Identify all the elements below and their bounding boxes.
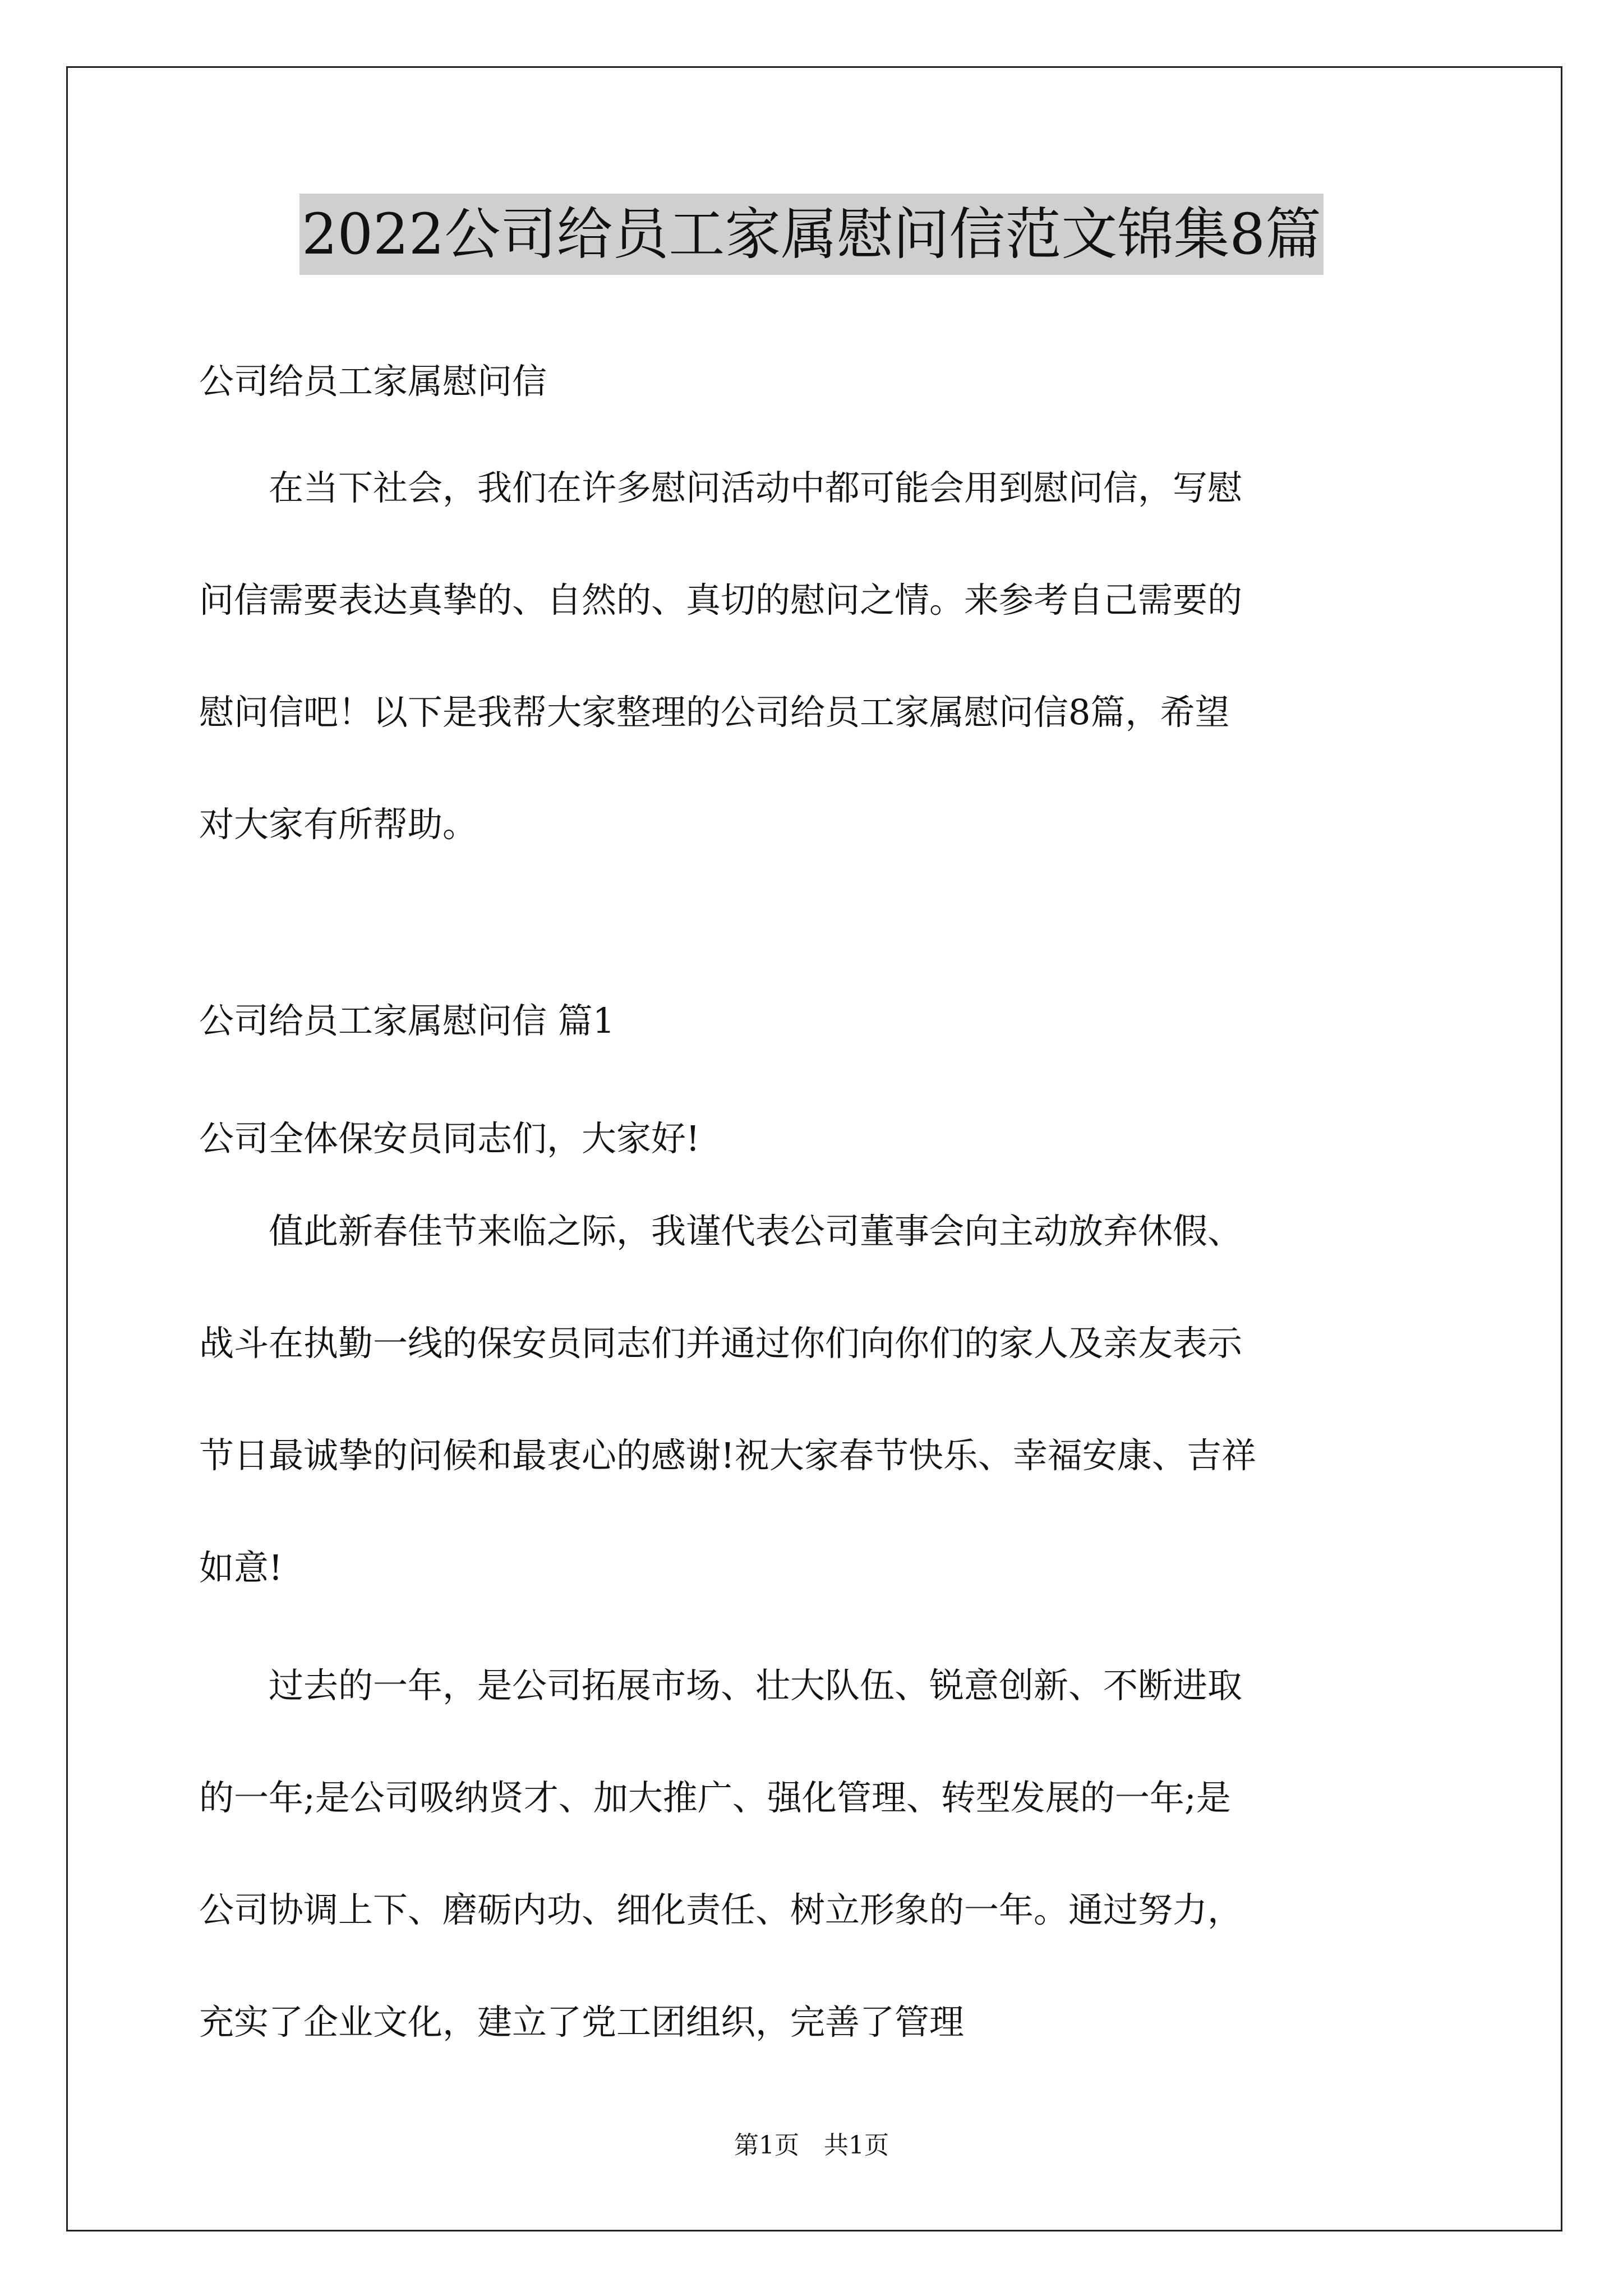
text-line: 在当下社会，我们在许多慰问活动中都可能会用到慰问信，写慰 <box>199 467 1243 508</box>
text-line: 如意! <box>199 1547 283 1588</box>
page-footer: 第1页 共1页 <box>734 2131 889 2160</box>
letter-paragraph-1 <box>199 1175 1433 1624</box>
text-line: 战斗在执勤一线的保安员同志们并通过你们向你们的家人及亲友表示 <box>199 1323 1243 1364</box>
text-line: 的一年;是公司吸纳贤才、加大推广、强化管理、转型发展的一年;是 <box>199 1777 1231 1818</box>
document-title: 2022公司给员工家属慰问信范文锦集8篇 <box>299 194 1324 275</box>
text-line: 对大家有所帮助。 <box>199 804 478 845</box>
letter-paragraph-2 <box>199 1630 1433 2078</box>
text-line: 公司协调上下、磨砺内功、细化责任、树立形象的一年。通过努力， <box>199 1889 1243 1930</box>
text-line: 过去的一年，是公司拓展市场、壮大队伍、锐意创新、不断进取 <box>199 1665 1243 1706</box>
text-line: 节日最诚挚的问候和最衷心的感谢!祝大家春节快乐、幸福安康、吉祥 <box>199 1435 1256 1476</box>
text-line: 值此新春佳节来临之际，我谨代表公司董事会向主动放弃休假、 <box>199 1211 1243 1251</box>
intro-paragraph <box>199 432 1433 881</box>
letter-greeting: 公司全体保安员同志们，大家好! <box>199 1118 700 1159</box>
document-title-wrap <box>0 194 1623 275</box>
letter-heading: 公司给员工家属慰问信 篇1 <box>199 1000 615 1041</box>
section-heading: 公司给员工家属慰问信 <box>199 361 547 402</box>
text-line: 充实了企业文化，建立了党工团组织，完善了管理 <box>199 2001 965 2042</box>
text-line: 慰问信吧！以下是我帮大家整理的公司给员工家属慰问信8篇，希望 <box>199 692 1230 733</box>
text-line: 问信需要表达真挚的、自然的、真切的慰问之情。来参考自己需要的 <box>199 579 1243 620</box>
